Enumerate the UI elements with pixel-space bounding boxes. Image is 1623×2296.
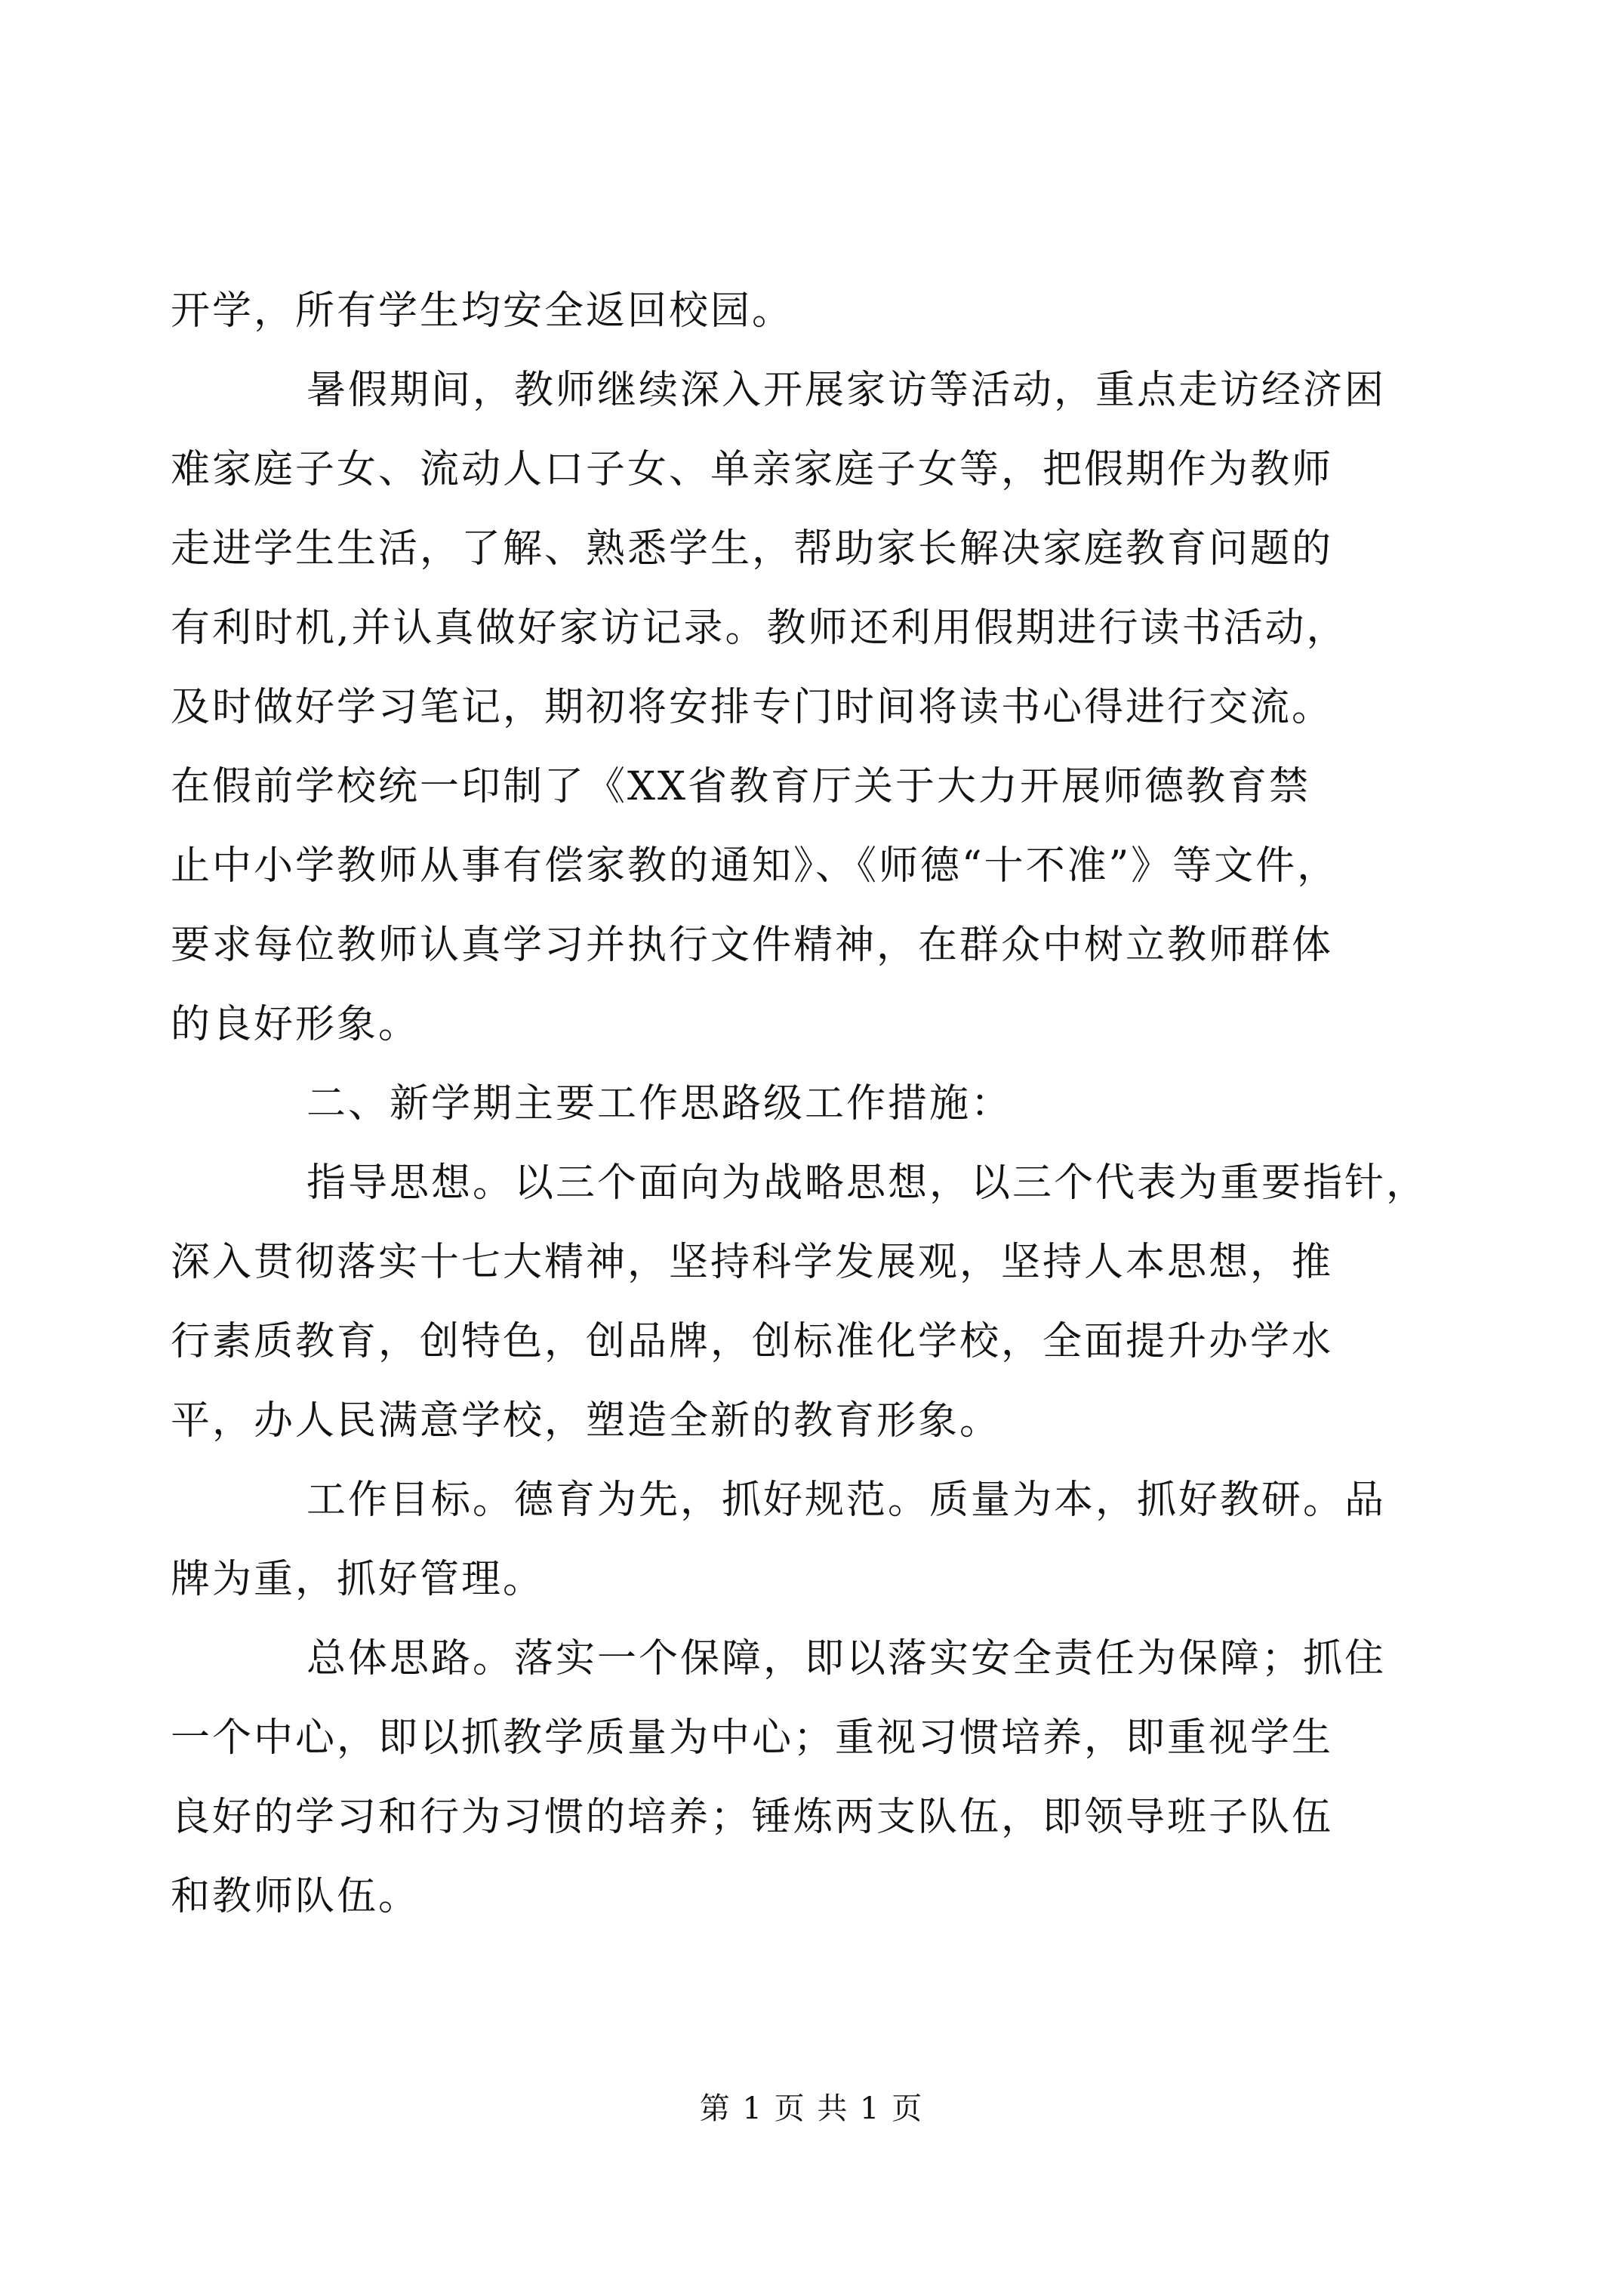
text-line: 在假前学校统一印制了《XX省教育厅关于大力开展师德教育禁 — [171, 764, 1311, 809]
text-line: 总体思路。落实一个保障，即以落实安全责任为保障；抓住 — [306, 1636, 1387, 1681]
text-line: 及时做好学习笔记，期初将安排专门时间将读书心得进行交流。 — [171, 685, 1334, 730]
text-line: 平，办人民满意学校，塑造全新的教育形象。 — [171, 1398, 1002, 1444]
text-line: 有利时机,并认真做好家访记录。教师还利用假期进行读书活动， — [171, 606, 1348, 651]
page-footer: 第 1 页 共 1 页 — [699, 2091, 924, 2126]
text-line: 止中小学教师从事有偿家教的通知》、《师德“十不准”》等文件， — [171, 843, 1339, 889]
text-line: 深入贯彻落实十七大精神，坚持科学发展观，坚持人本思想，推 — [171, 1240, 1334, 1285]
text-line: 行素质教育，创特色，创品牌，创标准化学校，全面提升办学水 — [171, 1319, 1334, 1364]
text-line: 难家庭子女、流动人口子女、单亲家庭子女等，把假期作为教师 — [171, 447, 1334, 492]
text-line: 要求每位教师认真学习并执行文件精神，在群众中树立教师群体 — [171, 923, 1334, 968]
text-line: 一个中心，即以抓教学质量为中心；重视习惯培养，即重视学生 — [171, 1715, 1334, 1761]
text-line: 指导思想。以三个面向为战略思想，以三个代表为重要指针， — [306, 1160, 1428, 1206]
document-body — [171, 272, 1454, 1937]
text-line: 牌为重，抓好管理。 — [171, 1557, 545, 1602]
text-line: 走进学生生活，了解、熟悉学生，帮助家长解决家庭教育问题的 — [171, 526, 1334, 572]
text-line: 工作目标。德育为先，抓好规范。质量为本，抓好教研。品 — [306, 1478, 1387, 1523]
text-line: 暑假期间，教师继续深入开展家访等活动，重点走访经济困 — [306, 368, 1387, 413]
text-line: 良好的学习和行为习惯的培养；锤炼两支队伍，即领导班子队伍 — [171, 1795, 1334, 1840]
text-line: 的良好形象。 — [171, 1002, 420, 1047]
section-heading: 二、新学期主要工作思路级工作措施： — [306, 1081, 1013, 1126]
text-line: 和教师队伍。 — [171, 1874, 420, 1919]
text-line: 开学，所有学生均安全返回校园。 — [171, 288, 794, 334]
